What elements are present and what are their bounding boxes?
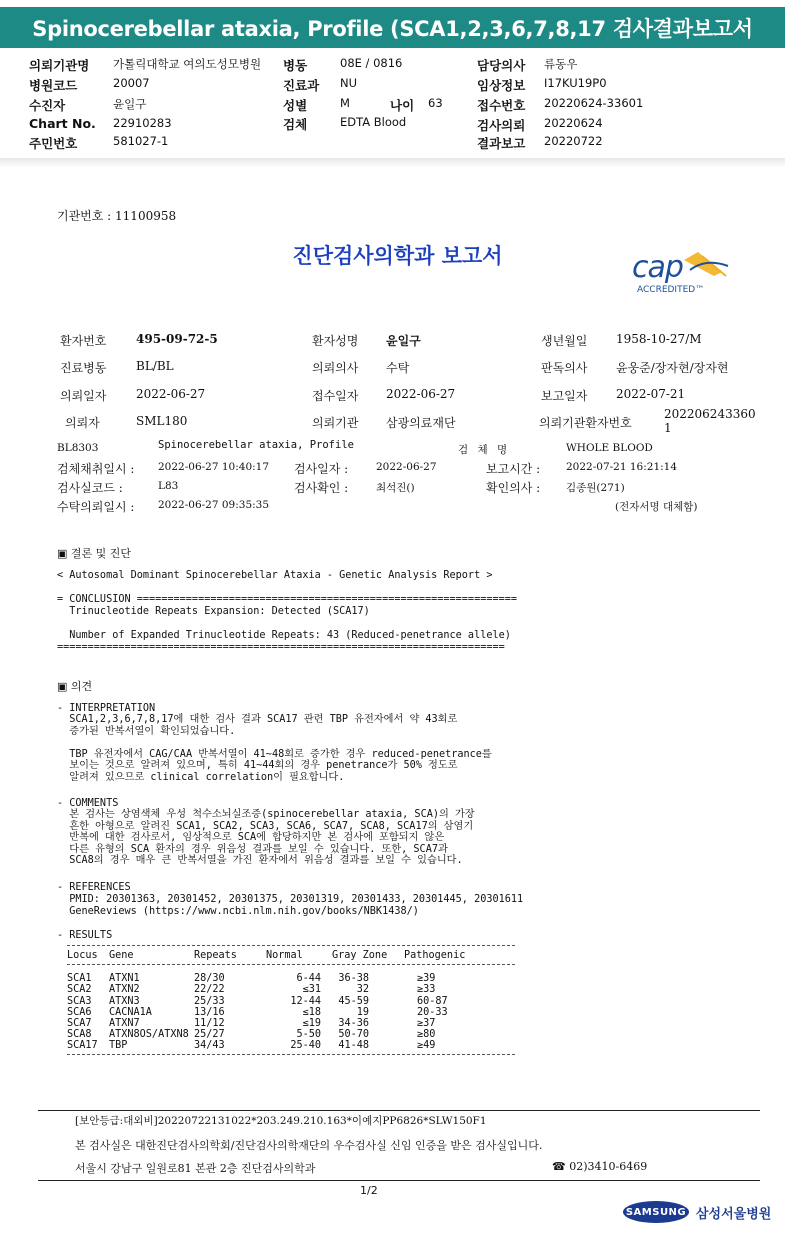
patient-label: 의뢰일자 (60, 389, 107, 403)
table-row (67, 996, 515, 1007)
header-divider (0, 158, 785, 168)
table-cell: 41-48 (338, 1040, 369, 1052)
conclusion-line: = CONCLUSION ============================================================== (57, 594, 518, 605)
header-value: I17KU19P0 (544, 76, 607, 90)
results-table (67, 945, 515, 1055)
age-label: 나이 (390, 98, 415, 113)
checker-label: 확인의사 : (486, 481, 541, 495)
table-header-row (67, 950, 515, 961)
test-name: Spinocerebellar ataxia, Profile (158, 439, 354, 451)
patient-value: 윤웅준/장자현/장자현 (616, 361, 729, 375)
column-header: Normal (266, 950, 303, 961)
references-text: PMID: 20301363, 20301452, 20301375, 20301319, 20301433, 20301445, 20301611 GeneReviews (https://www.ncbi.nlm.nih.gov/books/NBK1438/) (69, 894, 524, 917)
table-cell: ATXN8OS/ATXN8 (109, 1029, 189, 1041)
conclusion-subtitle: < Autosomal Dominant Spinocerebellar Ataxia - Genetic Analysis Report > (57, 570, 493, 581)
patient-label: 접수일자 (312, 389, 359, 403)
table-cell: SCA3 (67, 995, 92, 1007)
table-row (67, 1040, 515, 1051)
samsung-logo (623, 1201, 689, 1223)
patient-label: 보고일자 (541, 389, 588, 403)
table-cell: 13/16 (194, 1006, 225, 1018)
table-cell: SCA8 (67, 1029, 92, 1041)
header-label: 검사의뢰 (477, 118, 526, 133)
esign-note: (전자서명 대체함) (615, 501, 698, 513)
table-cell: 25/27 (194, 1029, 225, 1041)
conclusion-finding: Number of Expanded Trinucleotide Repeats: 43 (Reduced-penetrance allele) (57, 630, 511, 641)
table-cell: CACNA1A (109, 1006, 152, 1018)
column-header: Locus (67, 950, 98, 961)
table-cell: 36-38 (338, 973, 369, 985)
table-cell: 22/22 (194, 984, 225, 996)
patient-label: 의뢰기관환자번호 (539, 416, 632, 430)
birth-date: 1958-10-27/M (616, 332, 702, 346)
header-value: NU (340, 76, 358, 90)
table-cell: SCA7 (67, 1017, 92, 1029)
report-header-title: Spinocerebellar ataxia, Profile (SCA1,2,3,6,7,8,17 검사결과보고서 (32, 16, 753, 41)
checker-value: 김종원(271) (566, 482, 625, 494)
table-cell: 34-36 (338, 1017, 369, 1029)
table-cell: SCA17 (67, 1040, 98, 1052)
table-cell: 28/30 (194, 973, 225, 985)
conclusion-finding: Trinucleotide Repeats Expansion: Detected (SCA17) (57, 606, 370, 617)
cap-accredited-logo (626, 250, 736, 298)
comments-heading: - COMMENTS (57, 798, 119, 809)
phone-number: ☎ 02)3410-6469 (552, 1160, 648, 1173)
header-value: 20007 (113, 76, 150, 90)
footer-divider (38, 1180, 760, 1181)
table-cell: 50-70 (338, 1029, 369, 1041)
samsung-logo-text: SAMSUNG (625, 1206, 687, 1218)
table-cell: 20-33 (417, 1006, 448, 1018)
table-row (67, 1007, 515, 1018)
header-label: 결과보고 (477, 136, 526, 151)
address-text: 서울시 강남구 일원로81 본관 2층 진단검사의학과 (75, 1162, 316, 1175)
header-value: EDTA Blood (340, 115, 407, 129)
patient-value: 1 (664, 421, 672, 435)
order-value: 2022-06-27 09:35:35 (158, 499, 270, 511)
patient-label: 생년월일 (541, 334, 588, 348)
table-cell: ≥49 (417, 1040, 436, 1052)
footer-divider (38, 1110, 760, 1111)
header-value: 가톨릭대학교 여의도성모병원 (113, 57, 262, 71)
table-cell: SCA1 (67, 973, 92, 985)
room-value: L83 (158, 480, 179, 492)
specimen-value: WHOLE BLOOD (566, 442, 653, 454)
header-label: Chart No. (29, 116, 96, 131)
report-title-bar (0, 7, 785, 48)
header-label: 접수번호 (477, 98, 526, 113)
column-header: Pathogenic (404, 950, 466, 961)
patient-value: 2022-06-27 (386, 387, 456, 401)
test-code: BL8303 (57, 442, 99, 454)
header-label: 검체 (283, 117, 308, 132)
table-cell: 60-87 (417, 995, 448, 1007)
table-cell: ATXN7 (109, 1017, 140, 1029)
table-row (67, 973, 515, 984)
patient-label: 의뢰기관 (312, 416, 359, 430)
report-time-value: 2022-07-21 16:21:14 (566, 461, 678, 473)
header-label: 담당의사 (477, 58, 526, 73)
table-cell: ATXN3 (109, 995, 140, 1007)
security-line: [보안등급:대외비]20220722131022*203.249.210.163*이예지PP6826*SLW150F1 (75, 1115, 487, 1127)
interpretation-text: SCA1,2,3,6,7,8,17에 대한 검사 결과 SCA17 관련 TBP 유전자에서 약 43회로 증가된 반복서열이 확인되었습니다. TBP 유전자에서 CAG/CAA 반복서열이 41~48회로 증가한 경우 reduced-penetrance를 보이는 것으로 알려져 있으며, 특히 41~44회의 경우 penetrance가 50% 정도로 알려져 있으므로 clinical correlation이 필요합니다. (69, 714, 492, 783)
header-value: 581027-1 (113, 134, 169, 148)
header-value: M (340, 96, 350, 110)
table-cell: 6-44 (296, 973, 321, 985)
table-cell: ATXN1 (109, 973, 140, 985)
column-header: Repeats (194, 950, 237, 961)
conclusion-line: ========================================================================= (57, 642, 505, 653)
table-cell: ≥80 (417, 1029, 436, 1041)
header-value: 22910283 (113, 116, 172, 130)
cap-logo-text: cap (632, 250, 683, 285)
header-label: 임상정보 (477, 78, 526, 93)
confirm-value: 최석진() (376, 482, 415, 494)
page-number: 1/2 (360, 1184, 378, 1197)
table-row (67, 1018, 515, 1029)
samsung-hospital-name: 삼성서울병원 (696, 1207, 772, 1222)
header-value: 류동우 (544, 57, 578, 71)
table-cell: 11/12 (194, 1017, 225, 1029)
table-cell: ≥37 (417, 1017, 436, 1029)
patient-value: SML180 (136, 414, 188, 428)
column-header: Gene (109, 950, 134, 961)
patient-value: 삼광의료재단 (386, 416, 456, 430)
institution-number: 기관번호 : 11100958 (57, 209, 177, 223)
header-value: 20220722 (544, 134, 603, 148)
patient-label: 의뢰자 (65, 416, 100, 430)
patient-number: 495-09-72-5 (136, 332, 218, 346)
table-cell: 32 (356, 984, 369, 996)
table-cell: SCA6 (67, 1006, 92, 1018)
comments-text: 본 검사는 상염색체 우성 척수소뇌실조증(spinocerebellar ataxia, SCA)의 가장 흔한 아형으로 알려진 SCA1, SCA2, SCA3, SCA6, SCA7, SCA8, SCA17의 삼염기 반복에 대한 검사로서, 임상적으로 SCA에 합당하지만 본 검사에 포함되지 않은 다른 유형의 SCA 환자의 경우 위음성 결과를 보일 수 있습니다. 또한, SCA7과 SCA8의 경우 매우 큰 반복서열을 가진 환자에서 위음성 결과를 보일 수 있습니다. (69, 809, 475, 866)
table-cell: ≥33 (417, 984, 436, 996)
table-cell: 12-44 (290, 995, 321, 1007)
confirm-label: 검사확인 : (294, 481, 349, 495)
header-label: 주민번호 (29, 136, 78, 151)
header-value: 08E / 0816 (340, 56, 403, 70)
testdate-value: 2022-06-27 (376, 461, 437, 473)
patient-value: BL/BL (136, 359, 174, 373)
header-label: 병동 (283, 58, 308, 73)
table-cell: TBP (109, 1040, 128, 1052)
table-cell: 19 (356, 1006, 369, 1018)
patient-value: 수탁 (386, 361, 410, 375)
age-value: 63 (428, 96, 443, 110)
table-cell: 34/43 (194, 1040, 225, 1052)
patient-label: 환자성명 (312, 334, 359, 348)
table-rule (67, 1054, 515, 1055)
room-label: 검사실코드 : (57, 481, 123, 495)
results-body (67, 973, 515, 1051)
specimen-label: 검 체 명 (458, 444, 511, 456)
table-cell: ≥39 (417, 973, 436, 985)
patient-label: 의뢰의사 (312, 361, 359, 375)
header-value: 20220624 (544, 116, 603, 130)
table-cell: ≤18 (302, 1006, 321, 1018)
testdate-label: 검사일자 : (294, 462, 349, 476)
table-cell: ≤19 (302, 1017, 321, 1029)
table-cell: 25/33 (194, 995, 225, 1007)
report-time-label: 보고시간 : (486, 462, 541, 476)
order-label: 수탁의뢰일시 : (57, 500, 135, 514)
table-cell: 5-50 (296, 1029, 321, 1041)
opinion-heading: ▣ 의견 (57, 680, 93, 693)
patient-value: 2022-06-27 (136, 387, 206, 401)
patient-label: 진료병동 (60, 361, 107, 375)
conclusion-heading: ▣ 결론 및 진단 (57, 547, 132, 560)
header-label: 진료과 (283, 78, 320, 93)
table-row (67, 1029, 515, 1040)
header-label: 성별 (283, 98, 308, 113)
header-label: 의뢰기관명 (29, 58, 90, 73)
collect-label: 검체채취일시 : (57, 462, 135, 476)
table-cell: SCA2 (67, 984, 92, 996)
table-cell: ≤31 (302, 984, 321, 996)
certification-text: 본 검사실은 대한진단검사의학회/진단검사의학재단의 우수검사실 신임 인증을 받은 검사실입니다. (75, 1139, 543, 1152)
results-heading: - RESULTS (57, 930, 113, 941)
patient-label: 판독의사 (541, 361, 588, 375)
patient-label: 환자번호 (60, 334, 107, 348)
table-cell: ATXN2 (109, 984, 140, 996)
references-heading: - REFERENCES (57, 882, 131, 893)
interpretation-heading: - INTERPRETATION (57, 703, 156, 714)
collect-value: 2022-06-27 10:40:17 (158, 461, 270, 473)
table-cell: 25-40 (290, 1040, 321, 1052)
table-row (67, 984, 515, 995)
report-title: 진단검사의학과 보고서 (292, 244, 503, 268)
cap-logo-subtext: ACCREDITED™ (637, 285, 705, 295)
header-label: 수진자 (29, 98, 66, 113)
header-label: 병원코드 (29, 78, 78, 93)
column-header: Gray Zone (332, 950, 388, 961)
patient-value: 2022-07-21 (616, 387, 686, 401)
header-value: 20220624-33601 (544, 96, 644, 110)
patient-name: 윤일구 (386, 334, 421, 348)
table-rule (67, 945, 515, 946)
patient-value: 202206243360 (664, 407, 756, 421)
table-cell: 45-59 (338, 995, 369, 1007)
header-value: 윤일구 (113, 97, 147, 111)
